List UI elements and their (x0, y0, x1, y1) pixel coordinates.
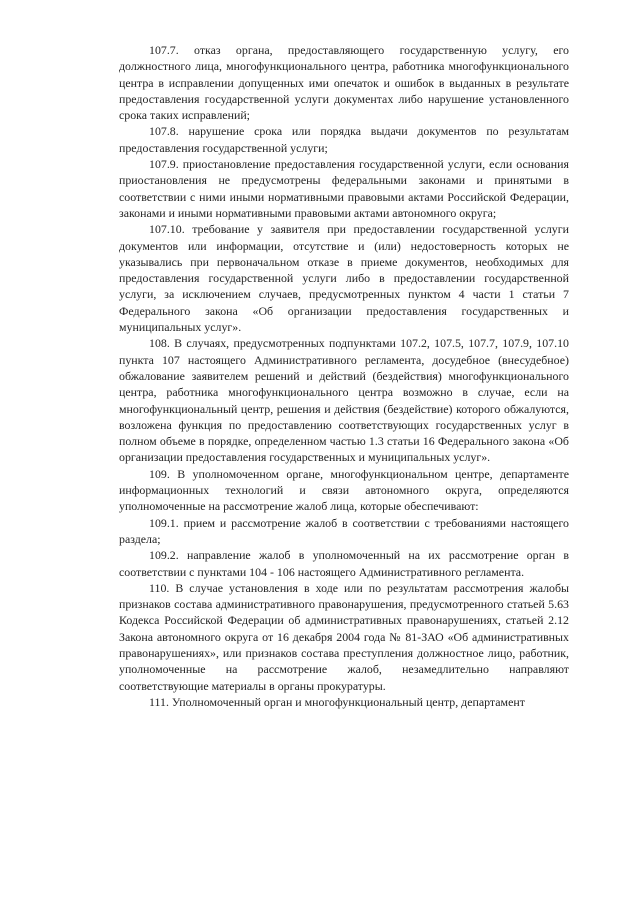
paragraph-107-9: 107.9. приостановление предоставления государственной услуги, если основания приостановления не предусмотрены федеральными законами и принятыми в соответствии с ними иными нормативными правовыми актами Российской Федерации, законами и иными нормативными правовыми актами автономного округа; (119, 157, 569, 220)
paragraph-109-1: 109.1. прием и рассмотрение жалоб в соответствии с требованиями настоящего раздела; (119, 515, 569, 546)
paragraph-109: 109. В уполномоченном органе, многофункциональном центре, департаменте информационных технологий и связи автономного округа, определяются уполномоченные на рассмотрение жалоб лица, которые обеспечивают: (119, 466, 569, 514)
paragraph-108: 108. В случаях, предусмотренных подпунктами 107.2, 107.5, 107.7, 107.9, 107.10 пункта 107 настоящего Административного регламента, досудебное (внесудебное) обжалование заявителем решений и действий (бездействия) многофункционального центра, работника многофункционального центра возможно в случае, если на многофункциональный центр, решения и действия (бездействие) которого обжалуются, возложена функция по предоставлению соответствующих государственных услуг в полном объеме в порядке, определенном частью 1.3 статьи 16 Федерального закона «Об организации предоставления государственных и муниципальных услуг». (119, 336, 569, 465)
paragraph-109-2: 109.2. направление жалоб в уполномоченный на их рассмотрение орган в соответствии с пунктами 104 - 106 настоящего Административного регламента. (119, 548, 569, 579)
paragraph-107-10: 107.10. требование у заявителя при предоставлении государственной услуги документов или информации, отсутствие и (или) недостоверность которых не указывались при первоначальном отказе в приеме документов, необходимых для предоставления государственной услуги либо в предоставлении государственной услуги, за исключением случаев, предусмотренных пунктом 4 части 1 статьи 7 Федерального закона «Об организации предоставления государственных и муниципальных услуг». (119, 222, 569, 335)
paragraph-107-7: 107.7. отказ органа, предоставляющего государственную услугу, его должностного лица, многофункционального центра, работника многофункционального центра в исправлении допущенных ими опечаток и ошибок в выданных в результате предоставления государственной услуги документах либо нарушение установленного срока таких исправлений; (119, 43, 569, 123)
document-body (119, 42, 569, 710)
paragraph-111: 111. Уполномоченный орган и многофункциональный центр, департамент (149, 694, 525, 709)
paragraph-107-8: 107.8. нарушение срока или порядка выдачи документов по результатам предоставления государственной услуги; (119, 124, 569, 155)
paragraph-110: 110. В случае установления в ходе или по результатам рассмотрения жалобы признаков состава административного правонарушения, предусмотренного статьей 5.63 Кодекса Российской Федерации об административных правонарушениях, статьей 2.12 Закона автономного округа от 16 декабря 2004 года № 81-ЗАО «Об административных правонарушениях», или признаков состава преступления должностное лицо, работник, уполномоченные на рассмотрение жалоб, незамедлительно направляют соответствующие материалы в органы прокуратуры. (119, 580, 569, 693)
